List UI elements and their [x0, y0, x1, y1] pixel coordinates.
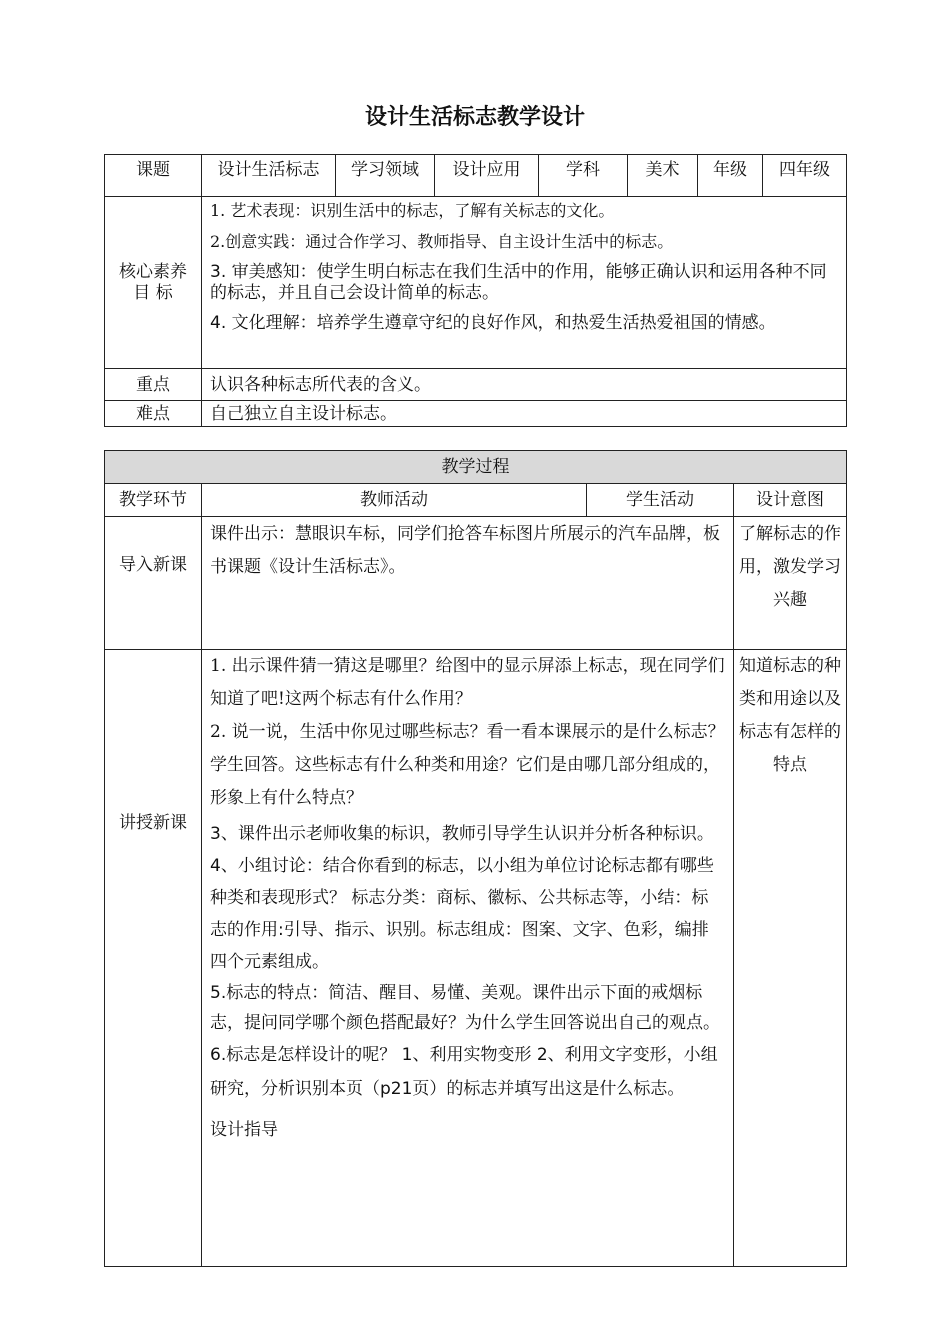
subject-label: 学科: [539, 155, 628, 197]
teacher-item: 设计指导: [210, 1120, 278, 1140]
course-label: 课题: [105, 155, 202, 197]
teacher-item: 2. 说一说，生活中你见过哪些标志？看一看本课展示的是什么标志？: [210, 722, 725, 742]
col-teacher: 教师活动: [202, 484, 587, 517]
stage-cell: 导入新课: [105, 517, 202, 650]
grade-label: 年级: [698, 155, 763, 197]
teacher-item: 学生回答。这些标志有什么种类和用途？它们是由哪几部分组成的，形象上有什么特点？: [210, 755, 720, 808]
grade-value: 四年级: [763, 155, 847, 197]
teacher-item: 4、小组讨论：结合你看到的标志，以小组为单位讨论标志都有哪些种类和表现形式？ 标志分类：商标、徽标、公共标志等，小结：标志的作用:引导、指示、识别。标志组成：图案、文字、色彩，编排四个元素组成。: [210, 856, 714, 972]
process-table: [104, 450, 847, 1267]
teacher-item: 5.标志的特点：简洁、醒目、易懂、美观。课件出示下面的戒烟标志，提问同学哪个颜色搭配最好？为什么学生回答说出自己的观点。: [210, 983, 720, 1033]
teacher-item: 1. 出示课件猜一猜这是哪里？给图中的显示屏添上标志，现在同学们知道了吧!这两个标志有什么作用？: [210, 656, 725, 709]
teacher-item: 6.标志是怎样设计的呢？ 1、利用实物变形 2、利用文字变形，小组研究，分析识别本页（p21页）的标志并填写出这是什么标志。: [210, 1045, 718, 1099]
info-row-goals: [105, 197, 847, 369]
key-value: 认识各种标志所代表的含义。: [202, 369, 847, 401]
teacher-cell: [202, 650, 734, 1267]
intent-cell: 了解标志的作用，激发学习兴趣: [734, 517, 847, 650]
goals-label: 核心素养 目 标: [105, 197, 202, 369]
subject-value: 美术: [628, 155, 698, 197]
diff-label: 难点: [105, 401, 202, 427]
diff-value: 自己独立自主设计标志。: [202, 401, 847, 427]
teacher-item: 3、课件出示老师收集的标识，教师引导学生认识并分析各种标识。: [210, 824, 714, 844]
col-stage: 教学环节: [105, 484, 202, 517]
teacher-cell: [202, 517, 734, 650]
info-row-diff: [105, 401, 847, 427]
process-header: 教学过程: [105, 451, 847, 484]
area-label: 学习领域: [336, 155, 435, 197]
info-row-course: [105, 155, 847, 197]
goals-list: [202, 197, 847, 369]
process-header-row: [105, 451, 847, 484]
info-table: [104, 154, 847, 427]
goal-item: 3. 审美感知：使学生明白标志在我们生活中的作用，能够正确认识和运用各种不同的标志，并且自己会设计简单的标志。: [210, 262, 827, 303]
process-row-intro: [105, 517, 847, 650]
area-value: 设计应用: [435, 155, 539, 197]
goal-item: 1. 艺术表现：识别生活中的标志，了解有关标志的文化。: [210, 201, 615, 220]
page-title: 设计生活标志教学设计: [364, 105, 585, 130]
col-intent: 设计意图: [734, 484, 847, 517]
goal-item: 4. 文化理解：培养学生遵章守纪的良好作风，和热爱生活热爱祖国的情感。: [210, 313, 776, 333]
teacher-item: 课件出示：慧眼识车标，同学们抢答车标图片所展示的汽车品牌，板书课题《设计生活标志》。: [210, 524, 720, 577]
course-value: 设计生活标志: [202, 155, 336, 197]
goal-item: 2.创意实践：通过合作学习、教师指导、自主设计生活中的标志。: [210, 232, 674, 251]
stage-cell: 讲授新课: [105, 650, 202, 1267]
process-row-teach: [105, 650, 847, 1267]
info-row-key: [105, 369, 847, 401]
intent-cell: 知道标志的种类和用途以及标志有怎样的特点: [734, 650, 847, 1267]
col-student: 学生活动: [587, 484, 734, 517]
process-columns-row: [105, 484, 847, 517]
key-label: 重点: [105, 369, 202, 401]
